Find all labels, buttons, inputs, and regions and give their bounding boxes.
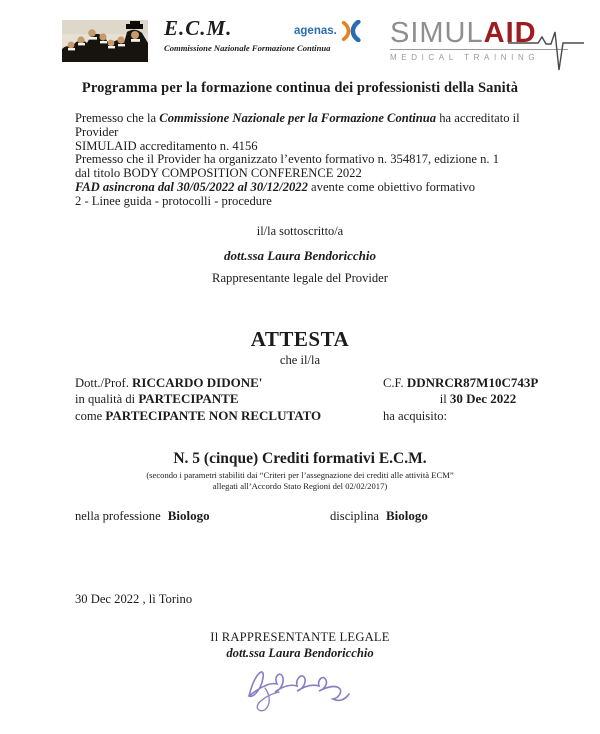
representative-name: dott.ssa Laura Bendoricchio bbox=[226, 646, 374, 660]
handwritten-signature bbox=[235, 658, 365, 720]
declarant-intro: il/la sottoscritto/a bbox=[256, 224, 344, 238]
participant-cf-row bbox=[383, 375, 573, 391]
discipline-value: Biologo bbox=[385, 508, 428, 523]
acquired-label-row: ha acquisito: bbox=[383, 408, 448, 423]
premise-line-6: 2 - Linee guida - protocolli - procedure bbox=[75, 193, 272, 208]
issue-date-row bbox=[75, 592, 192, 607]
simulaid-part2: AID bbox=[483, 17, 537, 49]
credits-note-line-2: allegati all’Accordo Stato Regioni del 02/02/2017) bbox=[212, 480, 388, 491]
premise-line-5 bbox=[75, 181, 549, 195]
issue-place: , lì Torino bbox=[139, 592, 193, 606]
agenas-logo bbox=[294, 20, 362, 42]
participant-right-column bbox=[383, 375, 573, 424]
premise-line-3: Premesso che il Provider ha organizzato l’evento formativo n. 354817, edizione n. 1 bbox=[75, 152, 499, 167]
simulaid-subtitle: MEDICAL TRAINING bbox=[390, 53, 540, 62]
group-portrait-painting-icon bbox=[62, 20, 148, 62]
participant-role-row bbox=[75, 408, 375, 424]
participant-title-label: Dott./Prof. bbox=[75, 376, 133, 390]
profession-group bbox=[75, 508, 210, 524]
document-title: Programma per la formazione continua dei professionisti della Sanità bbox=[81, 80, 519, 96]
premise-1-commission: Commissione Nazionale per la Formazione Continua bbox=[159, 111, 437, 125]
participant-role: PARTECIPANTE NON RECLUTATO bbox=[105, 407, 322, 423]
header bbox=[60, 14, 590, 80]
agenas-symbol-icon bbox=[340, 20, 362, 42]
credits-main: N. 5 (cinque) Crediti formativi E.C.M. bbox=[173, 450, 427, 467]
premise-line-4: dal titolo BODY COMPOSITION CONFERENCE 2022 bbox=[75, 166, 362, 181]
ecm-title: E.C.M. bbox=[164, 16, 233, 40]
participant-quality-label: in qualità di bbox=[75, 392, 139, 407]
participant-quality: PARTECIPANTE bbox=[138, 391, 239, 407]
profession-label: nella professione bbox=[75, 509, 161, 523]
premise-line-1 bbox=[75, 112, 549, 140]
agenas-wordmark: agenas. bbox=[294, 25, 337, 37]
attesta-subheading: che il/la bbox=[279, 353, 321, 367]
representative-block bbox=[0, 630, 600, 661]
credits-note-line-1: (secondo i parametri stabiliti dai “Criteri per l’assegnazione dei crediti alle attività ECM” bbox=[146, 470, 454, 480]
profession-value: Biologo bbox=[167, 508, 210, 523]
premise-line-2: SIMULAID accreditamento n. 4156 bbox=[75, 138, 258, 153]
premise-5-fad: FAD asincrona dal 30/05/2022 al 30/12/2022 bbox=[75, 179, 308, 194]
cf-label: C.F. bbox=[383, 376, 407, 390]
ecm-subtitle: Commissione Nazionale Formazione Continua bbox=[164, 43, 331, 53]
credits-block bbox=[0, 450, 600, 491]
participant-quality-row bbox=[75, 391, 375, 407]
premise-1-suffix: ha accreditato il Provider bbox=[75, 111, 520, 139]
participant-name-row bbox=[75, 375, 375, 391]
discipline-label: disciplina bbox=[330, 509, 379, 523]
participant-date-row bbox=[383, 391, 573, 407]
participant-name: RICCARDO DIDONE' bbox=[132, 375, 263, 390]
participant-left-column bbox=[75, 375, 375, 424]
attesta-block bbox=[0, 327, 600, 368]
cf-code: DDNRCR87M10C743P bbox=[406, 375, 539, 390]
declarant-role: Rappresentante legale del Provider bbox=[212, 271, 388, 285]
ekg-heartbeat-icon bbox=[508, 29, 586, 75]
credits-note bbox=[0, 470, 600, 491]
participant-role-label: come bbox=[75, 408, 106, 423]
discipline-group bbox=[330, 508, 428, 524]
declarant-block bbox=[0, 224, 600, 286]
attesta-heading: ATTESTA bbox=[250, 327, 350, 351]
premise-paragraph bbox=[75, 112, 549, 209]
declarant-name: dott.ssa Laura Bendoricchio bbox=[223, 248, 377, 263]
simulaid-part1: SIMUL bbox=[390, 17, 484, 49]
acquired-date: 30 Dec 2022 bbox=[449, 391, 517, 407]
issue-date: 30 Dec 2022 bbox=[75, 592, 140, 606]
premise-1-prefix: Premesso che la bbox=[75, 111, 160, 125]
premise-5-suffix: avente come obiettivo formativo bbox=[307, 179, 476, 194]
representative-title: Il RAPPRESENTANTE LEGALE bbox=[210, 630, 390, 644]
date-label: il bbox=[439, 392, 450, 407]
